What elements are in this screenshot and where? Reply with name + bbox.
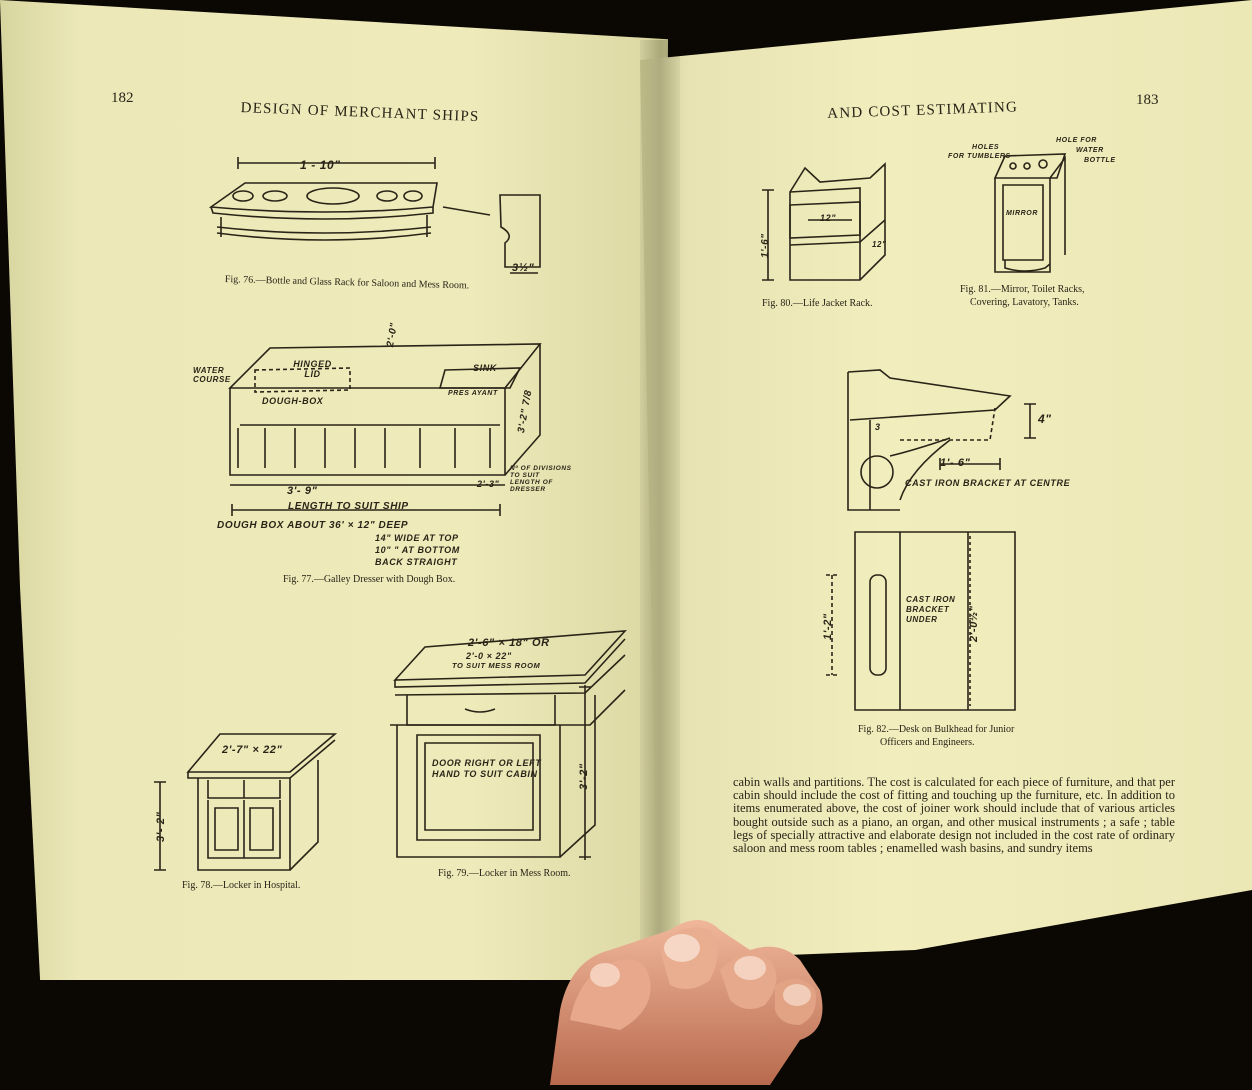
fig80-caption: Fig. 80.—Life Jacket Rack. — [762, 298, 873, 309]
fig77-dough-box: DOUGH-BOX — [262, 396, 324, 406]
fig79-top-line2: 2'-0 × 22" — [466, 651, 512, 661]
page-number-left: 182 — [111, 90, 134, 106]
fig77-dim-2-0: 2'-0" — [385, 321, 401, 348]
fig80-height-dim: 1'-6" — [760, 233, 771, 258]
fig77-length-note: LENGTH TO SUIT SHIP — [288, 501, 409, 512]
fig79-top-line3: TO SUIT MESS ROOM — [452, 661, 541, 670]
fig82-bracket-centre: CAST IRON BRACKET AT CENTRE — [905, 478, 1071, 488]
fig81-mirror-toilet-rack-drawing — [985, 140, 1095, 280]
fig80-depth-dim: 12" — [872, 240, 887, 249]
fig82-dim-2-0-half: 2'-0½" — [968, 605, 980, 642]
fig77-dim-2-3: 2'-3" — [477, 479, 500, 489]
fig82-dim-4: 4" — [1038, 412, 1052, 426]
fig81-mirror-label: MIRROR — [1006, 210, 1038, 217]
fig77-sink: SINK — [473, 363, 497, 373]
fig78-top-dim: 2'-7" × 22" — [222, 744, 283, 756]
body-paragraph — [733, 776, 1175, 855]
fig80-width-dim: 12" — [820, 213, 837, 223]
fig77-note-line3: 10" " AT BOTTOM — [375, 545, 460, 555]
fig77-divisions-note: Nº OF DIVISIONS TO SUIT LENGTH OF DRESSER — [510, 465, 572, 493]
fig77-note-line1: DOUGH BOX ABOUT 36' × 12" DEEP — [217, 520, 409, 531]
fig79-door-line1: DOOR RIGHT OR LEFT — [432, 758, 542, 768]
fig81-caption-line2: Covering, Lavatory, Tanks. — [970, 297, 1079, 308]
fig82-bracket-line2: BRACKET — [906, 605, 950, 614]
fig76-depth-dim: 3½" — [512, 262, 535, 274]
fig76-bottle-rack-drawing — [205, 155, 545, 275]
fig77-caption: Fig. 77.—Galley Dresser with Dough Box. — [283, 574, 456, 585]
fig77-note-line4: BACK STRAIGHT — [375, 557, 458, 567]
fig79-height-dim: 3'-2" — [578, 763, 590, 790]
fig78-height-dim: 3'- 2" — [155, 811, 167, 842]
body-paragraph-text: cabin walls and partitions. The cost is calculated for each piece of furniture, and that per cabin should include the cost of fitting and touching up the furniture, etc. In addition to items enumerated above, the cost of joiner work should include that of various articles bought outside such as a piano, an organ, and other musical instruments ; a safe ; table legs of specially attractive and elaborate design not included in the cost rate of ordinary saloon and mess room tables ; enamelled wash basins, and sundry items — [733, 775, 1175, 856]
fig81-for-tumblers-label: FOR TUMBLERS — [948, 153, 1011, 160]
fig81-bottle-label: BOTTLE — [1084, 157, 1116, 164]
fig77-note-line2: 14" WIDE AT TOP — [375, 533, 459, 543]
fig81-caption-line1: Fig. 81.—Mirror, Toilet Racks, — [960, 284, 1085, 295]
running-head-left: DESIGN OF MERCHANT SHIPS — [240, 100, 480, 126]
fig82-dim-1-6: 1'- 6" — [940, 457, 971, 469]
fig81-holes-label: HOLES — [972, 144, 1000, 151]
fig77-dim-3-2: 3'-2" 7/8 — [516, 389, 535, 434]
fig82-desk-on-bulkhead-drawing — [820, 360, 1070, 720]
fig79-caption: Fig. 79.—Locker in Mess Room. — [438, 868, 571, 879]
page-number-right: 183 — [1136, 92, 1159, 108]
fig81-water-label: WATER — [1076, 147, 1104, 154]
fig77-hinged-lid: HINGED LID — [293, 359, 332, 379]
running-head-right: AND COST ESTIMATING — [827, 99, 1019, 122]
hand-holding-book — [520, 900, 860, 1085]
fig77-dim-3-9: 3'- 9" — [287, 485, 318, 497]
fig77-galley-dresser-drawing — [200, 340, 550, 520]
book-gutter — [640, 40, 680, 980]
fig77-pres-ayant: PRES AYANT — [448, 390, 498, 397]
fig79-door-line2: HAND TO SUIT CABIN — [432, 769, 538, 779]
fig77-water-course: WATER COURSE — [193, 366, 231, 384]
fig81-hole-for-label: HOLE FOR — [1056, 137, 1097, 144]
fig78-caption: Fig. 78.—Locker in Hospital. — [182, 880, 301, 891]
fig82-caption-line2: Officers and Engineers. — [880, 737, 975, 748]
fig82-bracket-line1: CAST IRON — [906, 595, 956, 604]
fig79-top-line1: 2'-6" × 18" OR — [468, 637, 550, 649]
fig82-dim-3: 3 — [875, 422, 881, 432]
fig76-width-dim: 1 - 10" — [300, 158, 341, 172]
fig82-caption-line1: Fig. 82.—Desk on Bulkhead for Junior — [858, 724, 1015, 735]
fig80-life-jacket-rack-drawing — [760, 160, 900, 295]
fig76-caption: Fig. 76.—Bottle and Glass Rack for Saloon and Mess Room. — [224, 274, 470, 292]
fig82-dim-1-2: 1'-2" — [822, 613, 834, 640]
fig82-bracket-line3: UNDER — [906, 615, 938, 624]
